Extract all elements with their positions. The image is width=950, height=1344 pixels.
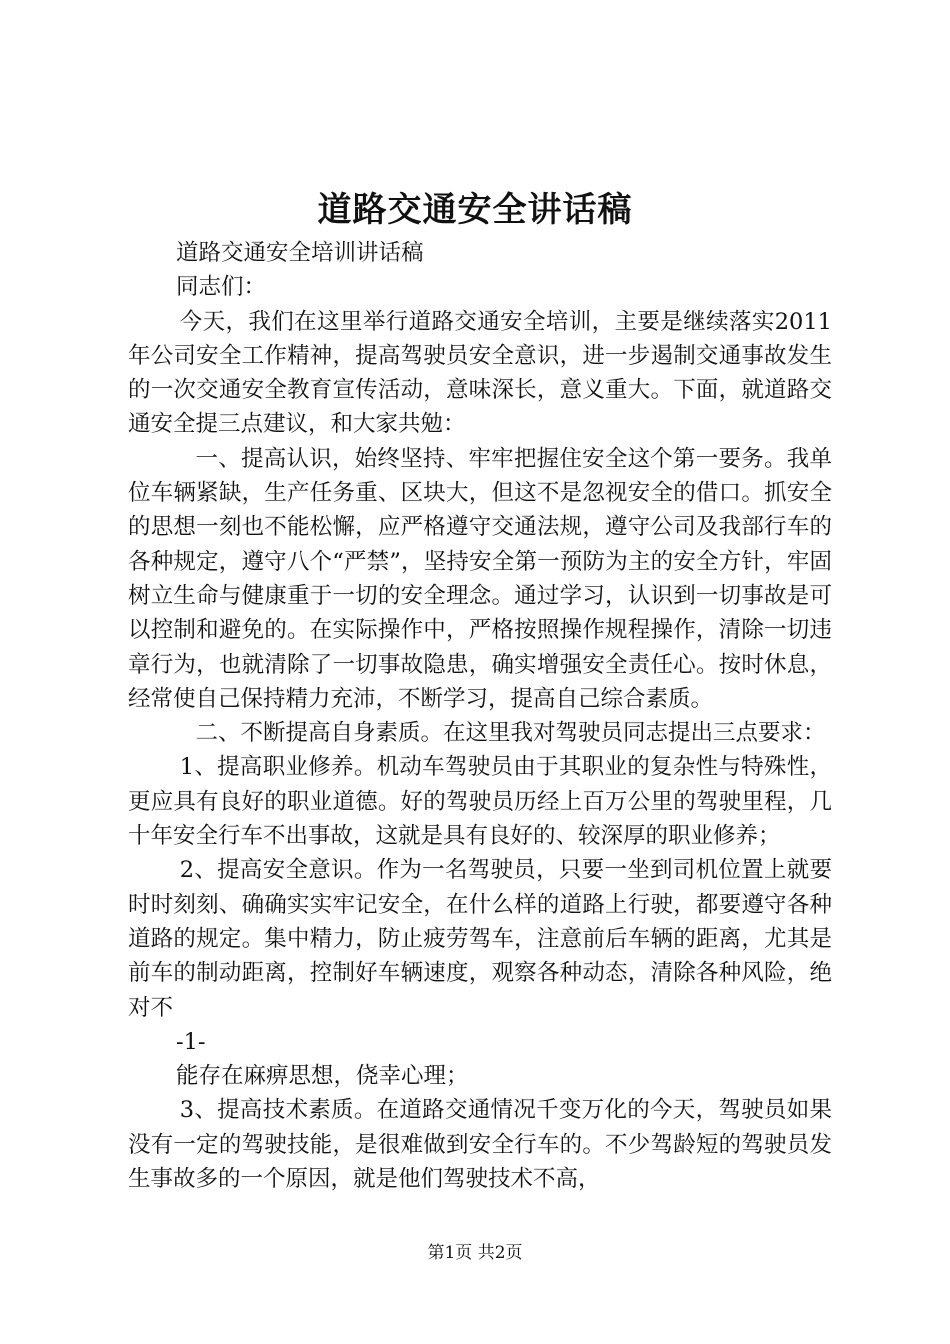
page-footer: 第1页 共2页 [427,1243,523,1263]
intro-paragraph: 今天，我们在这里举行道路交通安全培训，主要是继续落实2011年公司安全工作精神，提高驾驶员安全意识，进一步遏制交通事故发生的一次交通安全教育宣传活动，意味深长，意义重大。下面，就道路交通安全提三点建议，和大家共勉： [128,308,832,438]
requirement-two-paragraph: 2、提高安全意识。作为一名驾驶员，只要一坐到司机位置上就要时时刻刻、确确实实牢记安全，在什么样的道路上行驶，都要遵守各种道路的规定。集中精力，防止疲劳驾车，注意前后车辆的距离，尤其是前车的制动距离，控制好车辆速度，观察各种动态，清除各种风险，绝对不 [128,857,832,1021]
point-one-paragraph: 一、提高认识，始终坚持、牢牢把握住安全这个第一要务。我单位车辆紧缺，生产任务重、区块大，但这不是忽视安全的借口。抓安全的思想一刻也不能松懈，应严格遵守交通法规，遵守公司及我部行车的各种规定，遵守八个“严禁”，坚持安全第一预防为主的安全方针，牢固树立生命与健康重于一切的安全理念。通过学习，认识到一切事故是可以控制和避免的。在实际操作中，严格按照操作规程操作，清除一切违章行为，也就清除了一切事故隐患，确实增强安全责任心。按时休息，经常使自己保持精力充沛，不断学习，提高自己综合素质。 [128,445,832,712]
requirement-one-paragraph: 1、提高职业修养。机动车驾驶员由于其职业的复杂性与特殊性，更应具有良好的职业道德。好的驾驶员历经上百万公里的驾驶里程，几十年安全行车不出事故，这就是具有良好的、较深厚的职业修养； [128,754,832,850]
inline-page-number: -1- [176,1028,206,1055]
document-title: 道路交通安全讲话稿 [317,190,633,230]
subtitle-paragraph: 道路交通安全培训讲话稿 [176,240,424,266]
document-body [128,236,832,1196]
salutation-paragraph: 同志们： [176,274,267,301]
continuation-paragraph: 能存在麻痹思想，侥幸心理； [176,1063,469,1090]
point-two-paragraph: 二、不断提高自身素质。在这里我对驾驶员同志提出三点要求： [195,720,826,747]
requirement-three-paragraph: 3、提高技术素质。在道路交通情况千变万化的今天，驾驶员如果没有一定的驾驶技能，是很难做到安全行车的。不少驾龄短的驾驶员发生事故多的一个原因，就是他们驾驶技术不高， [128,1097,832,1193]
